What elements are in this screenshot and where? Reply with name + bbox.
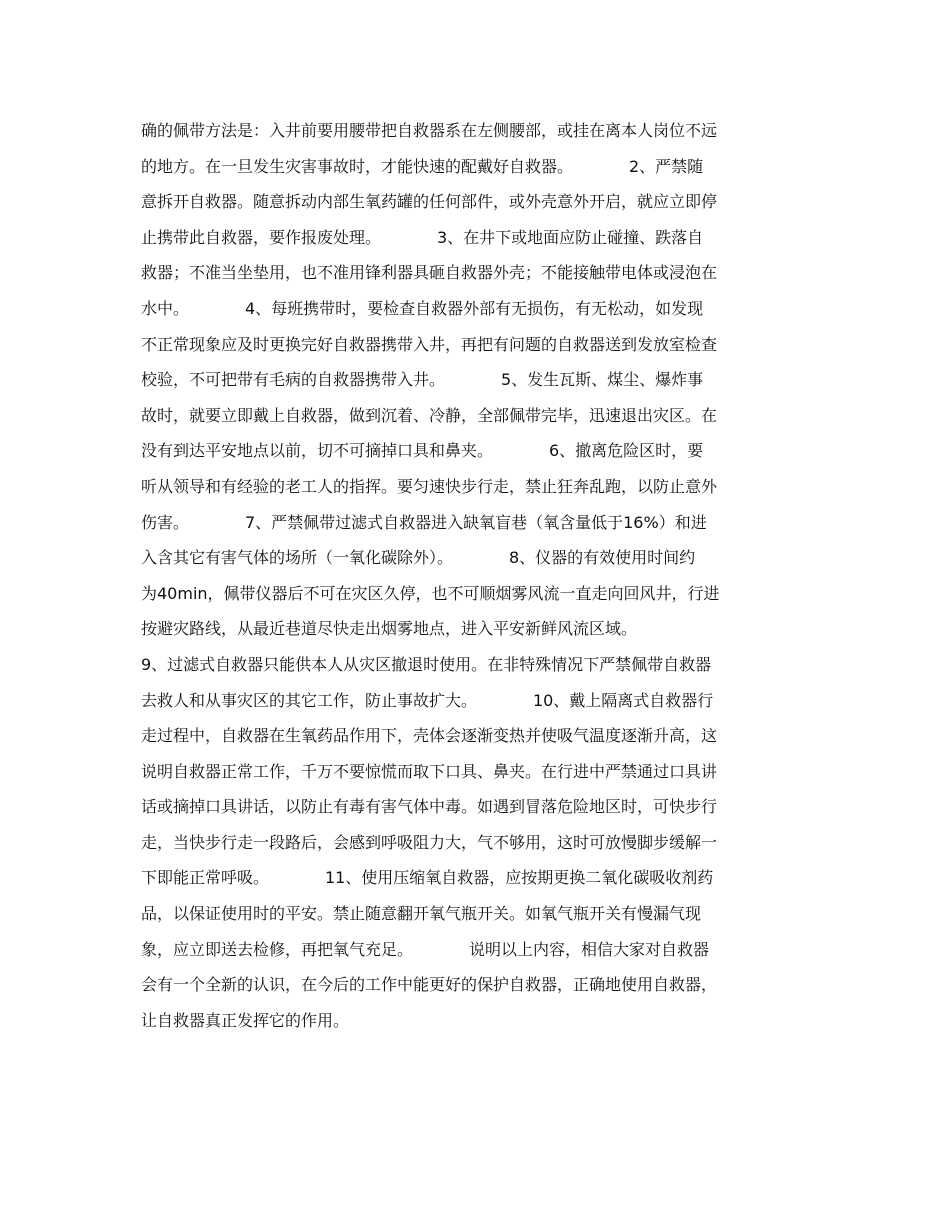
text-line: 听从领导和有经验的老工人的指挥。要匀速快步行走，禁止狂奔乱跑，以防止意外: [141, 476, 718, 496]
text-line: 会有一个全新的认识，在今后的工作中能更好的保护自救器，正确地使用自救器，: [141, 975, 718, 995]
text-line: 走过程中，自救器在生氧药品作用下，壳体会逐渐变热并使吸气温度逐渐升高，这: [141, 726, 718, 746]
text-line: 象，应立即送去检修，再把氧气充足。 说明以上内容，相信大家对自救器: [141, 939, 709, 959]
document-body: [141, 113, 809, 1038]
text-line: 让自救器真正发挥它的作用。: [141, 1010, 350, 1030]
text-line: 救器；不准当坐垫用，也不准用锋利器具砸自救器外壳；不能接触带电体或浸泡在: [141, 263, 718, 283]
text-line: 的地方。在一旦发生灾害事故时，才能快速的配戴好自救器。 2、严禁随: [141, 156, 704, 176]
text-line: 水中。 4、每班携带时，要检查自救器外部有无损伤，有无松动，如发现: [141, 298, 704, 318]
text-line: 9、过滤式自救器只能供本人从灾区撤退时使用。在非特殊情况下严禁佩带自救器: [141, 654, 712, 674]
text-line: 故时，就要立即戴上自救器，做到沉着、冷静，全部佩带完毕，迅速退出灾区。在: [141, 405, 718, 425]
text-line: 为40min，佩带仪器后不可在灾区久停，也不可顺烟雾风流一直走向回风井，行进: [141, 583, 720, 603]
text-line: 确的佩带方法是：入井前要用腰带把自救器系在左侧腰部，或挂在离本人岗位不远: [141, 121, 718, 140]
text-line: 品，以保证使用时的平安。禁止随意翻开氧气瓶开关。如氧气瓶开关有慢漏气现: [141, 904, 702, 924]
text-line: 没有到达平安地点以前，切不可摘掉口具和鼻夹。 6、撤离危险区时，要: [141, 441, 704, 461]
text-line: 按避灾路线，从最近巷道尽快走出烟雾地点，进入平安新鲜风流区域。: [141, 619, 638, 639]
text-line: 止携带此自救器，要作报废处理。 3、在井下或地面应防止碰撞、跌落自: [141, 227, 704, 247]
text-line: 下即能正常呼吸。 11、使用压缩氧自救器，应按期更换二氧化碳吸收剂药: [141, 868, 714, 888]
text-line: 话或摘掉口具讲话，以防止有毒有害气体中毒。如遇到冒落危险地区时，可快步行: [141, 797, 718, 817]
text-line: 校验，不可把带有毛病的自救器携带入井。 5、发生瓦斯、煤尘、爆炸事: [141, 370, 704, 390]
text-line: 说明自救器正常工作，千万不要惊慌而取下口具、鼻夹。在行进中严禁通过口具讲: [141, 761, 718, 781]
text-line: 不正常现象应及时更换完好自救器携带入井，再把有问题的自救器送到发放室检查: [141, 334, 718, 354]
text-line: 入含其它有害气体的场所（一氧化碳除外）。 8、仪器的有效使用时间约: [141, 548, 696, 568]
text-line: 走，当快步行走一段路后，会感到呼吸阻力大，气不够用，这时可放慢脚步缓解一: [141, 832, 718, 852]
text-line: 去救人和从事灾区的其它工作，防止事故扩大。 10、戴上隔离式自救器行: [141, 690, 714, 710]
text-line: 伤害。 7、严禁佩带过滤式自救器进入缺氧盲巷（氧含量低于16%）和进: [141, 512, 707, 532]
text-line: 意拆开自救器。随意拆动内部生氧药罐的任何部件，或外壳意外开启，就应立即停: [141, 192, 718, 212]
